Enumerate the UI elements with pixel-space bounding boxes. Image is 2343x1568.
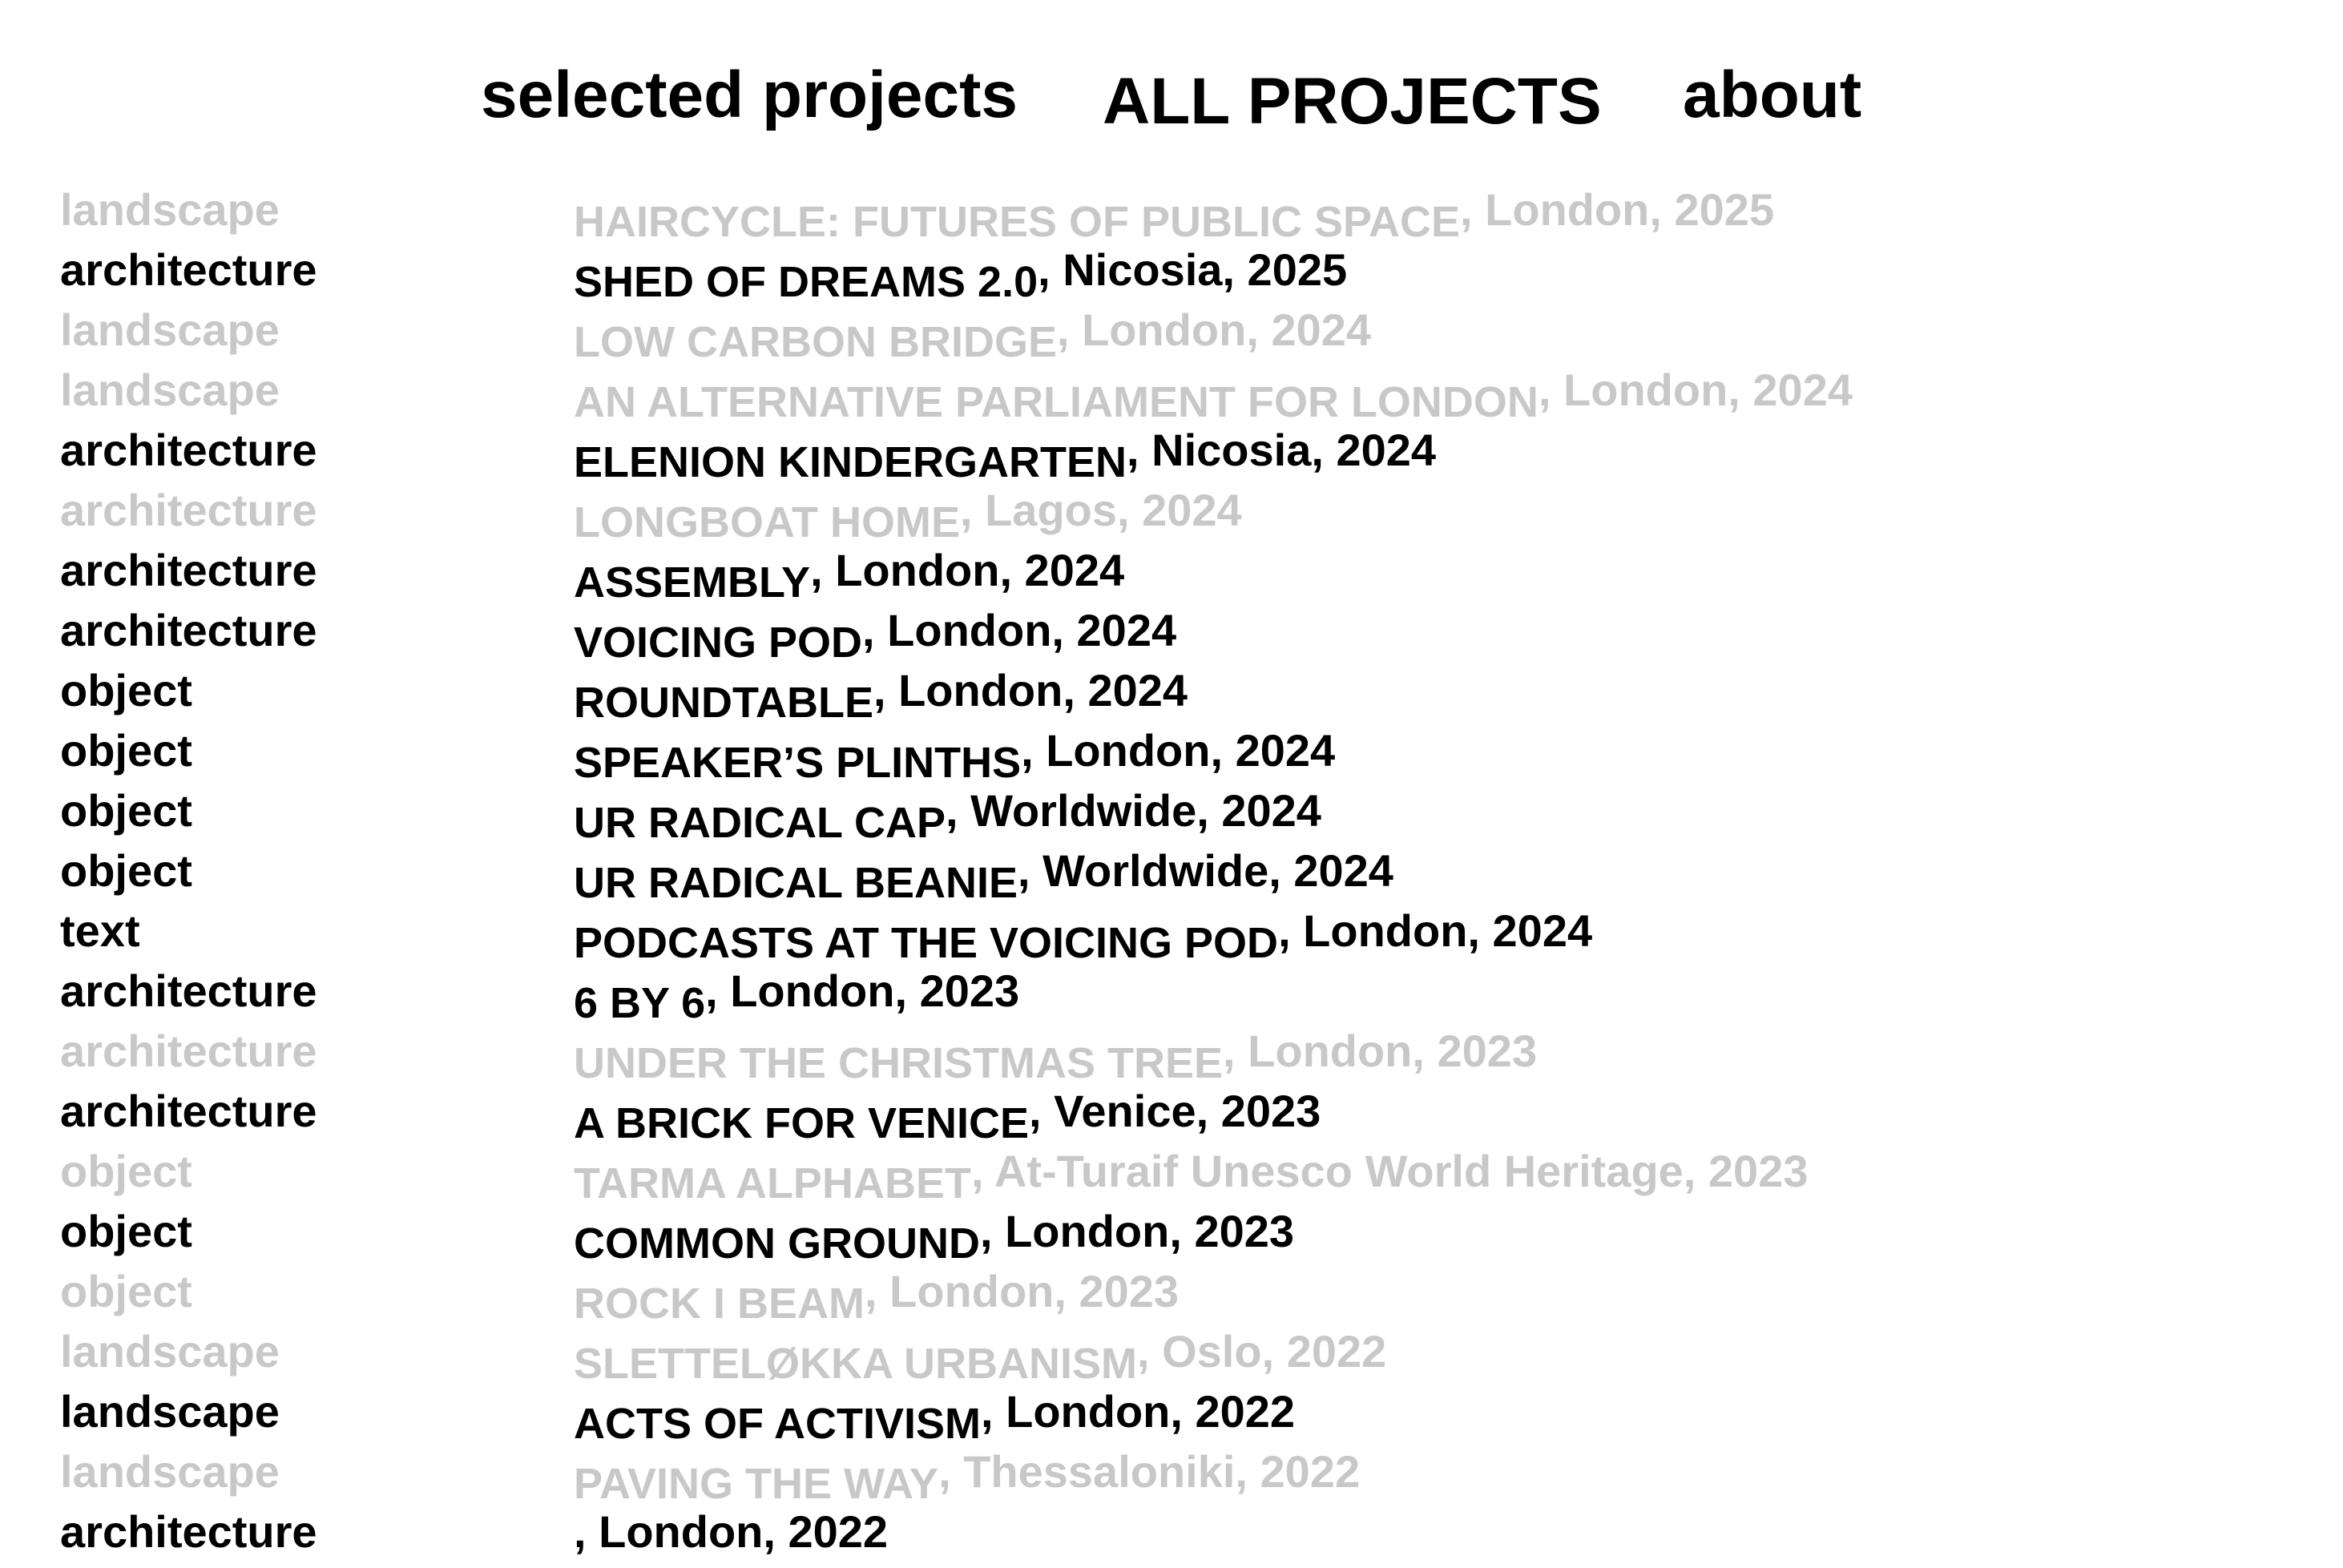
project-row[interactable] (0, 1021, 2343, 1087)
project-entry[interactable] (574, 847, 1393, 907)
project-entry[interactable] (574, 667, 1188, 727)
project-location-year: , Venice, 2023 (1029, 1086, 1321, 1136)
project-title[interactable]: A BRICK FOR VENICE (574, 1099, 1030, 1147)
project-title[interactable]: AN ALTERNATIVE PARLIAMENT FOR LONDON (574, 378, 1538, 426)
project-location-year: , London, 2023 (1223, 1026, 1538, 1076)
project-row[interactable] (0, 720, 2343, 787)
nav-link-selected-projects[interactable]: selected projects (481, 58, 1018, 131)
project-entry[interactable] (574, 607, 1176, 667)
project-category: object (60, 785, 192, 836)
project-row[interactable] (0, 480, 2343, 546)
project-category: text (60, 905, 140, 956)
project-row[interactable] (0, 1381, 2343, 1448)
project-entry[interactable] (574, 967, 1019, 1027)
project-title[interactable]: UR RADICAL BEANIE (574, 859, 1018, 907)
project-category: landscape (60, 184, 280, 235)
project-entry[interactable] (574, 1508, 888, 1568)
project-title[interactable]: VOICING POD (574, 619, 863, 667)
project-location-year: , Oslo, 2022 (1136, 1326, 1387, 1377)
project-location-year: , Thessaloniki, 2022 (938, 1446, 1361, 1497)
project-entry[interactable] (574, 366, 1853, 426)
project-category: object (60, 665, 192, 715)
project-location-year: , London, 2023 (979, 1206, 1295, 1256)
project-entry[interactable] (574, 1328, 1386, 1388)
project-location-year: , London, 2024 (1278, 905, 1593, 956)
project-category: architecture (60, 545, 317, 595)
project-category: object (60, 725, 192, 776)
project-title[interactable]: HAIRCYCLE: FUTURES OF PUBLIC SPACE (574, 198, 1461, 246)
project-location-year: , London, 2024 (1056, 304, 1372, 355)
project-category: object (60, 1146, 192, 1196)
project-location-year: , London, 2022 (981, 1386, 1296, 1437)
project-location-year: , London, 2025 (1460, 184, 1775, 235)
project-entry[interactable] (574, 246, 1347, 306)
project-location-year: , London, 2024 (862, 605, 1177, 655)
project-entry[interactable] (574, 546, 1124, 607)
project-category: object (60, 1206, 192, 1256)
project-category: object (60, 845, 192, 896)
project-category: landscape (60, 365, 280, 415)
project-category: landscape (60, 1386, 280, 1437)
project-category: landscape (60, 1446, 280, 1497)
project-row[interactable] (0, 1261, 2343, 1328)
project-row[interactable] (0, 300, 2343, 366)
project-title[interactable]: ELENION KINDERGARTEN (574, 438, 1127, 486)
project-row[interactable] (0, 240, 2343, 306)
project-row[interactable] (0, 780, 2343, 847)
project-title[interactable]: UR RADICAL CAP (574, 799, 946, 847)
project-category: object (60, 1266, 192, 1316)
project-entry[interactable] (574, 907, 1592, 967)
project-row[interactable] (0, 901, 2343, 967)
project-row[interactable] (0, 540, 2343, 607)
project-location-year: , London, 2024 (810, 545, 1125, 595)
project-entry[interactable] (574, 1448, 1360, 1508)
project-entry[interactable] (574, 306, 1371, 366)
project-row[interactable] (0, 961, 2343, 1027)
project-category: architecture (60, 244, 317, 295)
project-title[interactable]: ACTS OF ACTIVISM (574, 1400, 981, 1448)
project-entry[interactable] (574, 186, 1774, 246)
project-category: landscape (60, 1326, 280, 1377)
project-row[interactable] (0, 1321, 2343, 1388)
project-title[interactable]: PODCASTS AT THE VOICING POD (574, 919, 1279, 967)
project-entry[interactable] (574, 1268, 1179, 1328)
project-entry[interactable] (574, 1388, 1295, 1448)
project-category: landscape (60, 304, 280, 355)
project-location-year: , Nicosia, 2024 (1127, 425, 1437, 475)
project-location-year: , At-Turaif Unesco World Heritage, 2023 (970, 1146, 1809, 1196)
nav-link-all-projects[interactable]: ALL PROJECTS (1103, 65, 1602, 138)
project-location-year: , Worldwide, 2024 (946, 785, 1321, 836)
project-title[interactable]: ROUNDTABLE (574, 679, 873, 727)
project-location-year: , London, 2024 (873, 665, 1188, 715)
project-row[interactable] (0, 1501, 2343, 1562)
project-row[interactable] (0, 1081, 2343, 1147)
project-list (0, 179, 2343, 1557)
project-category: architecture (60, 1026, 317, 1076)
project-entry[interactable] (574, 1147, 1808, 1207)
project-row[interactable] (0, 420, 2343, 486)
project-title[interactable]: TARMA ALPHABET (574, 1159, 971, 1207)
project-entry[interactable] (574, 727, 1335, 787)
project-title[interactable]: UNDER THE CHRISTMAS TREE (574, 1039, 1224, 1087)
project-location-year: , London, 2023 (865, 1266, 1180, 1316)
project-location-year: , London, 2022 (574, 1506, 889, 1557)
project-row[interactable] (0, 600, 2343, 667)
project-title[interactable]: LOW CARBON BRIDGE (574, 318, 1057, 366)
project-entry[interactable] (574, 426, 1436, 486)
project-row[interactable] (0, 1141, 2343, 1207)
project-category: architecture (60, 1086, 317, 1136)
project-entry[interactable] (574, 787, 1321, 847)
top-navigation (0, 0, 2343, 160)
project-location-year: , Lagos, 2024 (959, 485, 1242, 535)
project-row[interactable] (0, 660, 2343, 727)
project-category: architecture (60, 605, 317, 655)
project-title[interactable]: SHED OF DREAMS 2.0 (574, 258, 1038, 306)
project-entry[interactable] (574, 1207, 1294, 1268)
project-title[interactable]: COMMON GROUND (574, 1219, 980, 1268)
project-location-year: , London, 2023 (705, 965, 1020, 1016)
nav-link-about[interactable]: about (1683, 58, 1862, 131)
project-entry[interactable] (574, 486, 1242, 546)
project-category: architecture (60, 1506, 317, 1557)
project-row[interactable] (0, 1441, 2343, 1508)
project-location-year: , London, 2024 (1021, 725, 1336, 776)
project-location-year: , Worldwide, 2024 (1018, 845, 1393, 896)
project-location-year: , Nicosia, 2025 (1038, 244, 1348, 295)
project-title[interactable]: ASSEMBLY (574, 558, 811, 607)
project-title[interactable]: ROCK I BEAM (574, 1280, 865, 1328)
project-entry[interactable] (574, 1027, 1537, 1087)
project-row[interactable] (0, 360, 2343, 426)
project-location-year: , London, 2024 (1538, 365, 1853, 415)
project-category: architecture (60, 965, 317, 1016)
project-title[interactable]: SLETTELØKKA URBANISM (574, 1340, 1137, 1388)
project-category: architecture (60, 485, 317, 535)
project-row[interactable] (0, 179, 2343, 246)
project-title[interactable]: PAVING THE WAY (574, 1460, 939, 1508)
project-title[interactable]: 6 BY 6 (574, 979, 706, 1027)
project-title[interactable]: LONGBOAT HOME (574, 498, 960, 546)
project-entry[interactable] (574, 1087, 1321, 1147)
project-row[interactable] (0, 1201, 2343, 1268)
project-category: architecture (60, 425, 317, 475)
project-row[interactable] (0, 840, 2343, 907)
project-title[interactable]: SPEAKER’S PLINTHS (574, 739, 1022, 787)
